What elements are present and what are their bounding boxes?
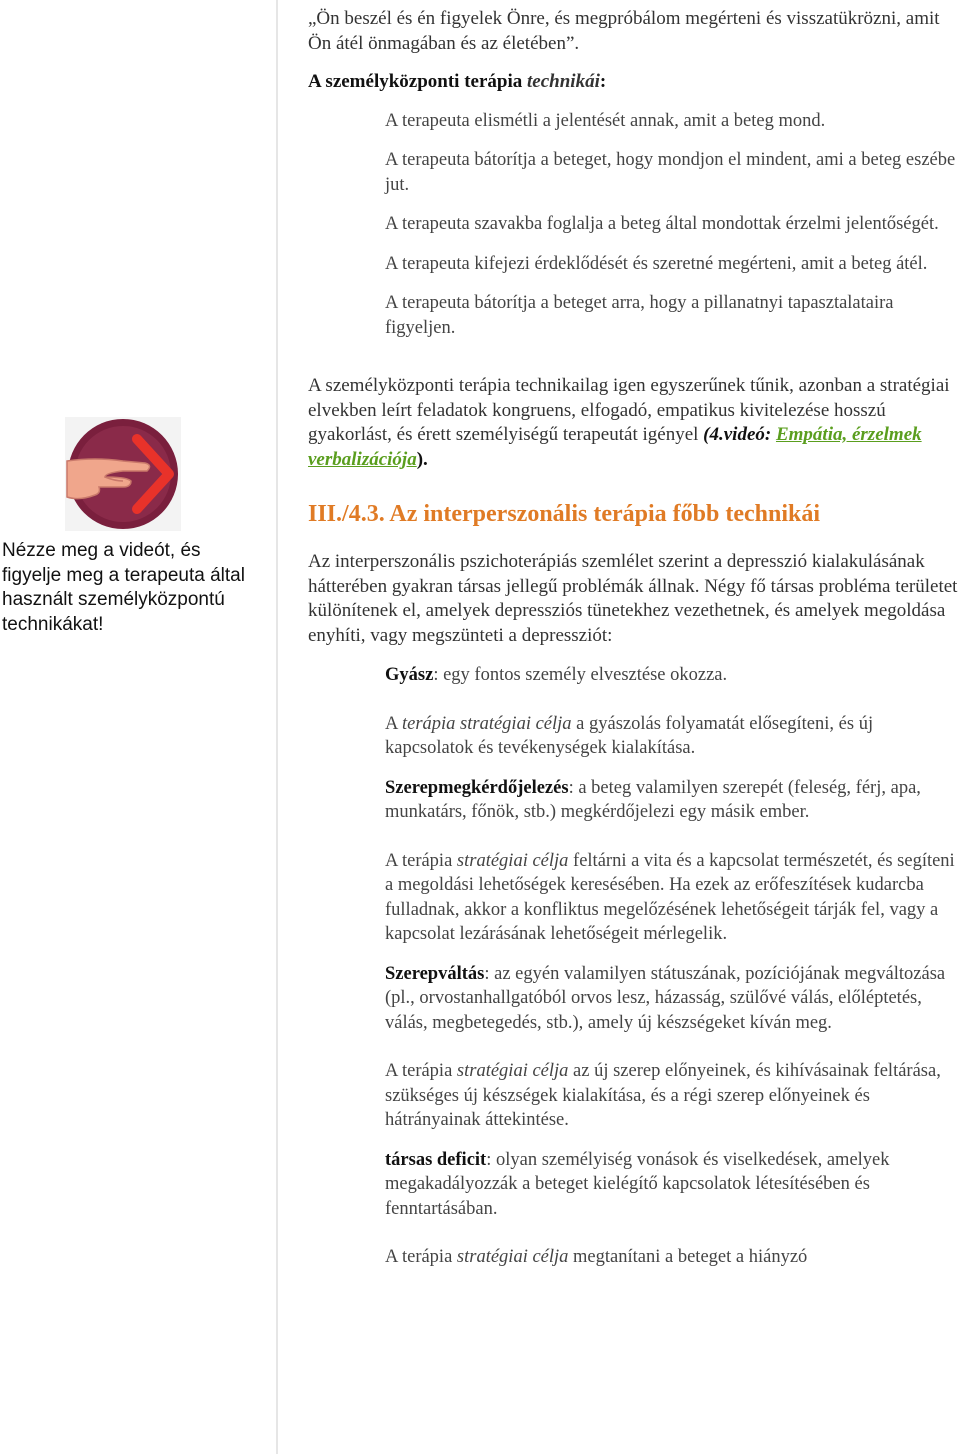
area-term: Szerepváltás <box>385 963 485 984</box>
area-definition: Szerepmegkérdőjelezés: a beteg valamilyen szerepét (feleség, férj, apa, munkatárs, főnök, stb.) megkérdőjelezi egy másik ember. <box>385 777 921 822</box>
video-link[interactable]: Empátia, érzelmek verbalizációja <box>308 424 922 470</box>
video-play-hand-icon[interactable] <box>65 417 181 531</box>
section-heading <box>308 499 960 529</box>
technique-item: A terapeuta kifejezi érdeklődését és szeretné megérteni, amit a beteg átél. <box>385 253 928 274</box>
column-divider <box>276 0 278 1454</box>
technique-item: A terapeuta bátorítja a beteget arra, hogy a pillanatnyi tapasztalataira figyeljen. <box>385 293 894 338</box>
main-content <box>308 7 960 1270</box>
technique-item: A terapeuta szavakba foglalja a beteg által mondottak érzelmi jelentőségét. <box>385 214 939 234</box>
section-intro: Az interperszonális pszichoterápiás szemlélet szerint a depresszió kialakulásának hátterében gyakran társas jellegű problémák állnak. Négy fő társas probléma területet különítenek el, amelyek depressziós tünetekhez vezethetnek, és amelyek megoldása enyhíti, vagy megszünteti a depressziót: <box>308 551 958 646</box>
area-term: Szerepmegkérdőjelezés <box>385 777 569 798</box>
area-term: Gyász <box>385 665 434 685</box>
area-goal: A terápia stratégiai célja az új szerep előnyeinek, és kihívásainak feltárása, szükséges új készségek kialakítása, és a régi szerep előnyeinek és hátrányainak áttekintése. <box>385 1061 941 1130</box>
intro-quote: „Ön beszél és én figyelek Önre, és megpróbálom megérteni és visszatükrözni, amit Ön átél önmagában és az életében”. <box>308 8 940 54</box>
technique-item: A terapeuta bátorítja a beteget, hogy mondjon el mindent, ami a beteg eszébe jut. <box>385 150 956 195</box>
area-definition: Szerepváltás: az egyén valamilyen státuszának, pozíciójának megváltozása (pl., orvostanhallgatóból orvos lesz, házasság, szülővé válás, előléptetés, válás, megbetegedés, stb.), amely új készségeket kíván meg. <box>385 963 946 1033</box>
video-instruction-note: Nézze meg a videót, és figyelje meg a terapeuta által használt személyközpontú technikákat! <box>2 540 245 635</box>
area-definition: társas deficit: olyan személyiség vonások és viselkedések, amelyek megakadályozzák a beteget kielégítő kapcsolatok létesítésében és fenntartásában. <box>385 1149 890 1219</box>
techniques-heading: A személyközponti terápia technikái: <box>308 71 607 92</box>
technique-item: A terapeuta elismétli a jelentését annak, amit a beteg mond. <box>385 110 826 131</box>
summary-paragraph: A személyközponti terápia technikailag igen egyszerűnek tűnik, azonban a stratégiai elvekben leírt feladatok kongruens, elfogadó, empatikus kivitelezése hosszú gyakorlást, és érett személyiségű terapeutát igényel (4.videó: Empátia, érzelmek verbalizációja). <box>308 375 950 470</box>
area-term: társas deficit <box>385 1149 487 1170</box>
area-goal: A terápia stratégiai célja a gyászolás folyamatát elősegíteni, és új kapcsolatok és tevékenységek kialakítása. <box>385 713 874 758</box>
section-number: III./4.3. <box>308 501 385 527</box>
area-definition: Gyász: egy fontos személy elvesztése okozza. <box>385 665 728 685</box>
sidebar <box>0 0 276 1454</box>
area-goal: A terápia stratégiai célja feltárni a vita és a kapcsolat természetét, és segíteni a megoldási lehetőségek keresésében. Ha ezek az erőfeszítések kudarcba fulladnak, akkor a konfliktus megelőzésének lehetőségeit tárják fel, vagy a kapcsolat lezárásának lehetőségeit mérlegelik. <box>385 850 955 944</box>
area-goal: A terápia stratégiai célja megtanítani a beteget a hiányzó <box>385 1247 808 1267</box>
section-title: Az interperszonális terápia főbb technikái <box>389 501 821 527</box>
